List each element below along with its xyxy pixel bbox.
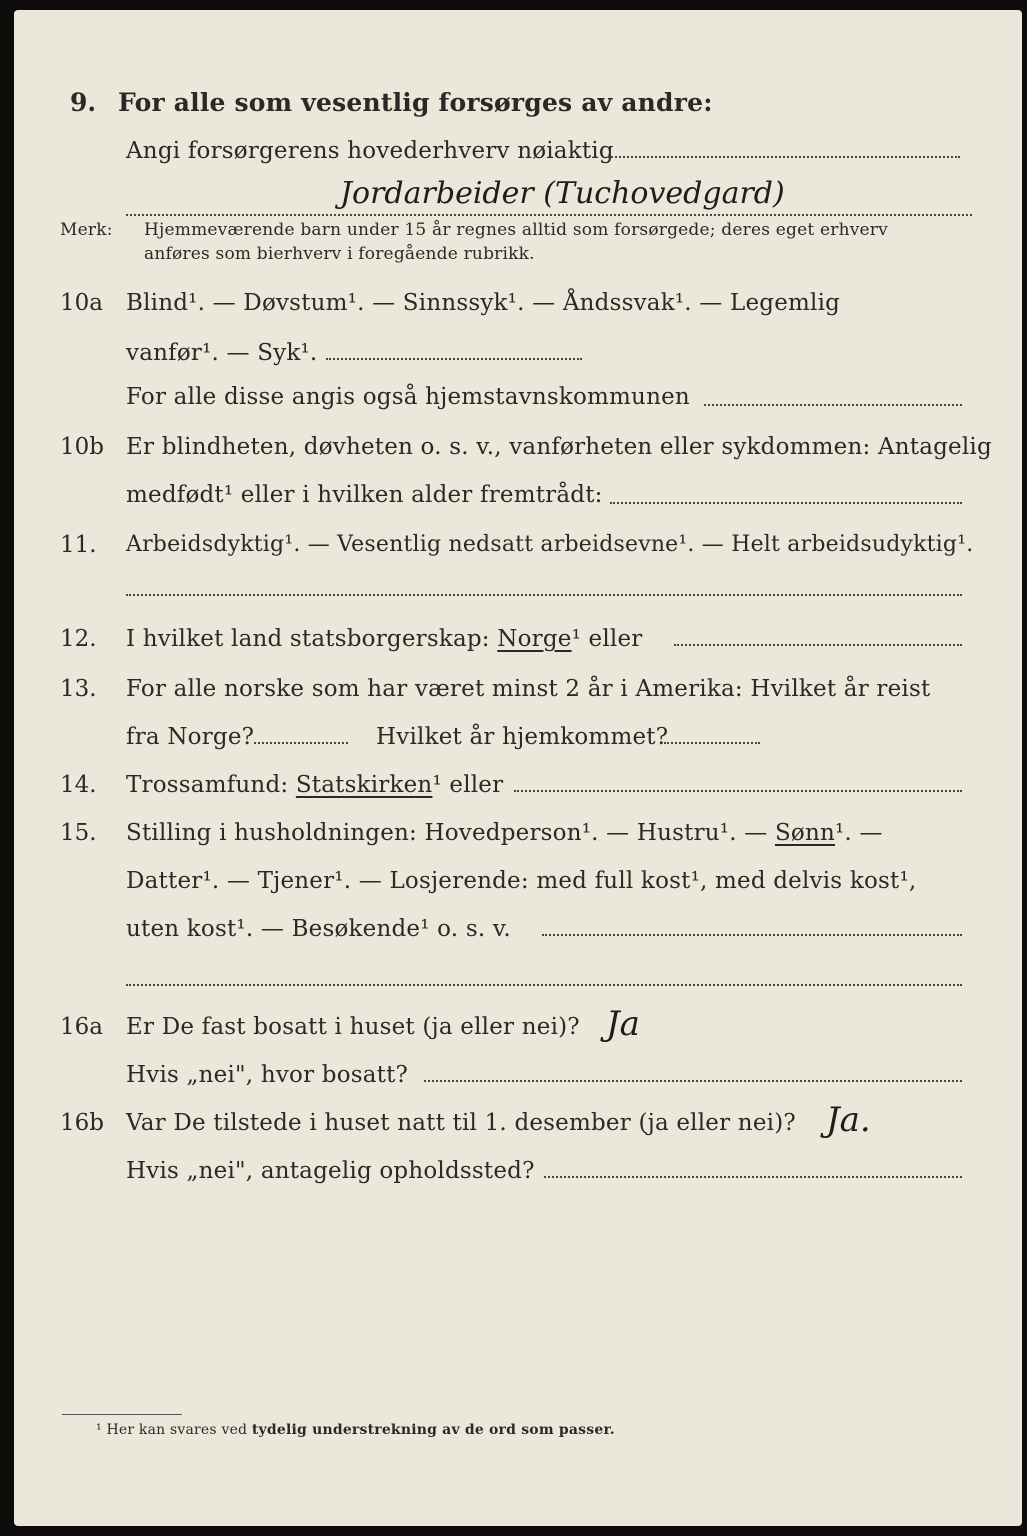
q11-field xyxy=(126,594,962,596)
q12-prompt: I hvilket land statsborgerskap: xyxy=(126,626,490,652)
footnote-mark: ¹ xyxy=(96,1422,102,1438)
q12-text xyxy=(126,626,642,652)
q10b-number: 10b xyxy=(60,434,104,460)
q10b-line-2: medfødt¹ eller i hvilken alder fremtrådt: xyxy=(126,482,603,508)
q16a-line-2: Hvis „nei", hvor bosatt? xyxy=(126,1062,409,1088)
q9-answer-line-1 xyxy=(608,156,960,158)
q15-line-1 xyxy=(126,820,883,846)
q12-number: 12. xyxy=(60,626,97,652)
merk-text-line-2: anføres som bierhverv i foregående rubrikk. xyxy=(144,244,535,264)
q9-number: 9. xyxy=(70,88,97,117)
q10a-number: 10a xyxy=(60,290,103,316)
q13-return-label: Hvilket år hjemkommet? xyxy=(376,724,669,750)
q14-text xyxy=(126,772,503,798)
q14-number: 14. xyxy=(60,772,97,798)
q9-handwritten-answer: Jordarbeider (Tuchovedgard) xyxy=(340,176,785,211)
q10a-line-3: For alle disse angis også hjemstavnskommunen xyxy=(126,384,690,410)
q10b-age-field xyxy=(610,502,962,504)
q13-return-field xyxy=(664,742,760,744)
q10a-line-2: vanfør¹. — Syk¹. xyxy=(126,340,318,366)
census-form-page xyxy=(14,10,1022,1526)
merk-text-line-1: Hjemmeværende barn under 15 år regnes alltid som forsørgede; deres eget erhverv xyxy=(144,220,888,240)
q16b-whereabouts-field xyxy=(544,1176,962,1178)
q10b-line-1: Er blindheten, døvheten o. s. v., vanførheten eller sykdommen: Antagelig xyxy=(126,434,992,460)
q15-line-1-prompt: Stilling i husholdningen: Hovedperson¹. — Hustru¹. — xyxy=(126,820,768,846)
q13-number: 13. xyxy=(60,676,97,702)
q9-prompt: Angi forsørgerens hovederhverv nøiaktig xyxy=(126,138,614,164)
q15-number: 15. xyxy=(60,820,97,846)
q12-norway-underlined: Norge xyxy=(497,626,572,652)
q15-line-3: uten kost¹. — Besøkende¹ o. s. v. xyxy=(126,916,511,942)
q12-citizenship-field xyxy=(674,644,962,646)
footnote xyxy=(96,1422,615,1438)
q9-title: For alle som vesentlig forsørges av andre: xyxy=(118,88,713,117)
q10a-line-1: Blind¹. — Døvstum¹. — Sinnssyk¹. — Åndssvak¹. — Legemlig xyxy=(126,290,841,316)
footnote-text: Her kan svares ved xyxy=(106,1422,248,1438)
q16a-handwritten-answer: Ja xyxy=(606,1004,640,1044)
q14-religion-field xyxy=(514,790,962,792)
q16a-line-1: Er De fast bosatt i huset (ja eller nei)? xyxy=(126,1014,580,1040)
q14-or: ¹ eller xyxy=(432,772,504,798)
footnote-rule xyxy=(62,1414,182,1415)
q16b-line-2: Hvis „nei", antagelig opholdssted? xyxy=(126,1158,535,1184)
q10a-home-municipality-field xyxy=(704,404,962,406)
q16b-number: 16b xyxy=(60,1110,104,1136)
q12-or: ¹ eller xyxy=(571,626,643,652)
q15-line-1-end: ¹. — xyxy=(835,820,883,846)
q15-extra-field xyxy=(126,984,962,986)
q11-number: 11. xyxy=(60,532,97,558)
q11-line-1: Arbeidsdyktig¹. — Vesentlig nedsatt arbeidsevne¹. — Helt arbeidsudyktig¹. xyxy=(126,532,974,557)
q15-line-2: Datter¹. — Tjener¹. — Losjerende: med full kost¹, med delvis kost¹, xyxy=(126,868,917,894)
footnote-bold-text: tydelig understrekning av de ord som passer. xyxy=(251,1422,615,1438)
q14-state-church-underlined: Statskirken xyxy=(295,772,433,798)
q16b-line-1: Var De tilstede i huset natt til 1. desember (ja eller nei)? xyxy=(126,1110,796,1136)
q9-answer-line-2 xyxy=(126,214,972,216)
q15-son-underlined: Sønn xyxy=(774,820,835,846)
q13-departure-field xyxy=(254,742,348,744)
q16b-handwritten-answer: Ja. xyxy=(826,1100,871,1140)
q16a-residence-field xyxy=(424,1080,962,1082)
q10a-sick-field xyxy=(326,358,582,360)
q15-other-field xyxy=(542,934,962,936)
q16a-number: 16a xyxy=(60,1014,103,1040)
q13-line-1: For alle norske som har været minst 2 år i Amerika: Hvilket år reist xyxy=(126,676,931,702)
merk-label: Merk: xyxy=(60,220,113,240)
q13-departure-label: fra Norge? xyxy=(126,724,255,750)
q14-prompt: Trossamfund: xyxy=(126,772,289,798)
